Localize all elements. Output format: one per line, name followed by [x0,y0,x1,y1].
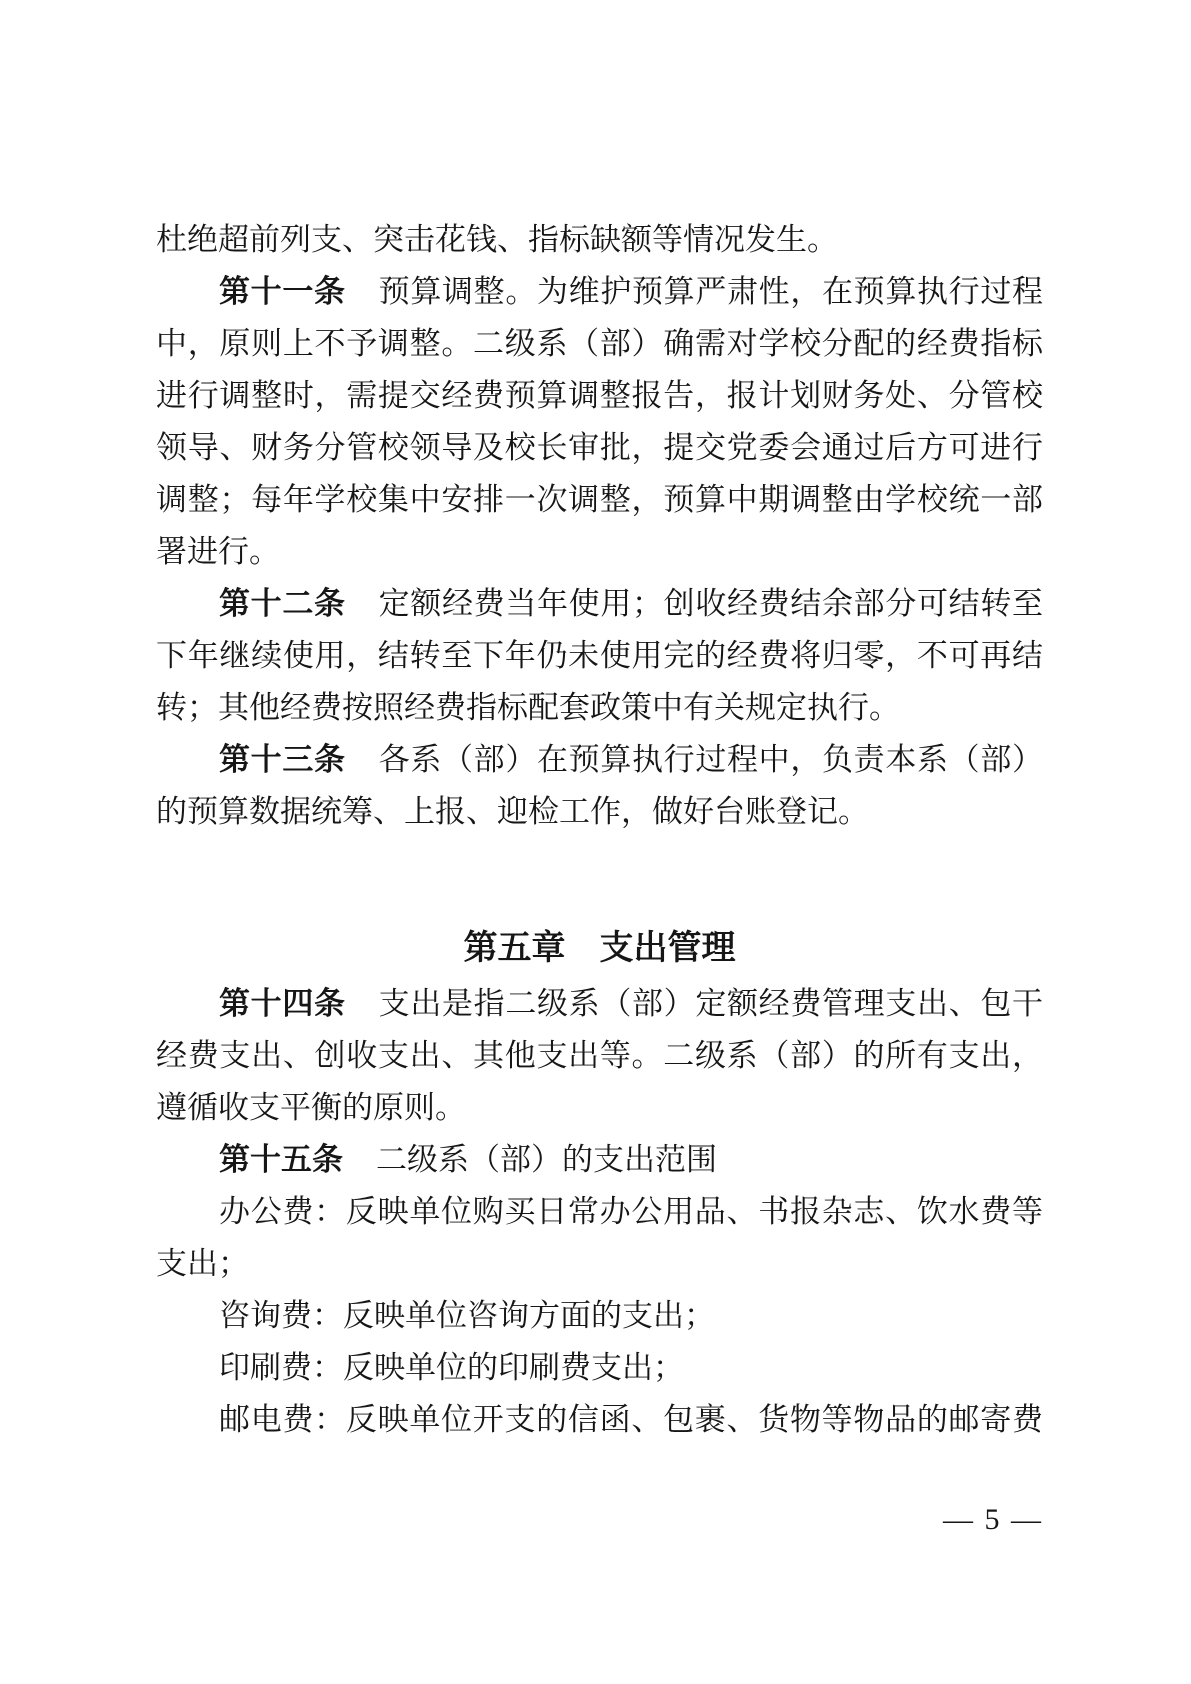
line-text: 杜绝超前列支、突击花钱、指标缺额等情况发生。 [156,222,838,257]
line-text: 署进行。 [156,534,280,569]
text-line [156,266,1043,318]
article-number: 第十三条 [219,742,346,777]
line-text: 领导、财务分管校领导及校长审批，提交党委会通过后方可进行 [156,430,1043,465]
text-line [156,682,1043,734]
text-line [156,526,1043,578]
line-text: 经费支出、创收支出、其他支出等。二级系（部）的所有支出， [156,1038,1043,1073]
line-text: 下年继续使用，结转至下年仍未使用完的经费将归零，不可再结 [156,638,1043,673]
line-text: 的预算数据统筹、上报、迎检工作，做好台账登记。 [156,794,869,829]
text-line [156,786,1043,838]
text-line [156,1082,1043,1134]
page-number: — 5 — [943,1503,1043,1536]
line-text: 支出是指二级系（部）定额经费管理支出、包干 [378,986,1044,1021]
line-text: 咨询费：反映单位咨询方面的支出； [219,1298,715,1333]
line-text: 邮电费：反映单位开支的信函、包裹、货物等物品的邮寄费 [219,1402,1043,1437]
line-text: 进行调整时，需提交经费预算调整报告，报计划财务处、分管校 [156,378,1043,413]
article-number: 第十五条 [219,1142,343,1177]
text-line [156,1186,1043,1238]
text-line [156,422,1043,474]
document-body [156,214,1043,1446]
text-line [156,318,1043,370]
line-text: 调整；每年学校集中安排一次调整，预算中期调整由学校统一部 [156,482,1043,517]
text-line [156,474,1043,526]
text-line [156,978,1043,1030]
text-line [156,734,1043,786]
text-line [156,214,1043,266]
text-line [156,370,1043,422]
text-line [156,1238,1043,1290]
chapter-title: 支出管理 [599,929,736,967]
line-text: 办公费：反映单位购买日常办公用品、书报杂志、饮水费等 [219,1194,1043,1229]
line-text: 各系（部）在预算执行过程中，负责本系（部） [378,742,1044,777]
line-text: 预算调整。为维护预算严肃性，在预算执行过程 [378,274,1044,309]
line-text: 支出； [156,1246,249,1281]
article-number: 第十一条 [219,274,346,309]
line-text: 转；其他经费按照经费指标配套政策中有关规定执行。 [156,690,900,725]
text-line [156,1134,1043,1186]
text-line [156,1030,1043,1082]
text-line [156,630,1043,682]
line-text: 印刷费：反映单位的印刷费支出； [219,1350,684,1385]
article-number: 第十四条 [219,986,346,1021]
line-text: 二级系（部）的支出范围 [376,1142,717,1177]
text-line [156,1342,1043,1394]
article-number: 第十二条 [219,586,346,621]
line-text: 中，原则上不予调整。二级系（部）确需对学校分配的经费指标 [156,326,1043,361]
text-line [156,1394,1043,1446]
line-text: 遵循收支平衡的原则。 [156,1090,466,1125]
text-line [156,578,1043,630]
text-line [156,1290,1043,1342]
line-text: 定额经费当年使用；创收经费结余部分可结转至 [378,586,1044,621]
chapter-number: 第五章 [463,929,566,967]
chapter-heading [156,918,1043,978]
